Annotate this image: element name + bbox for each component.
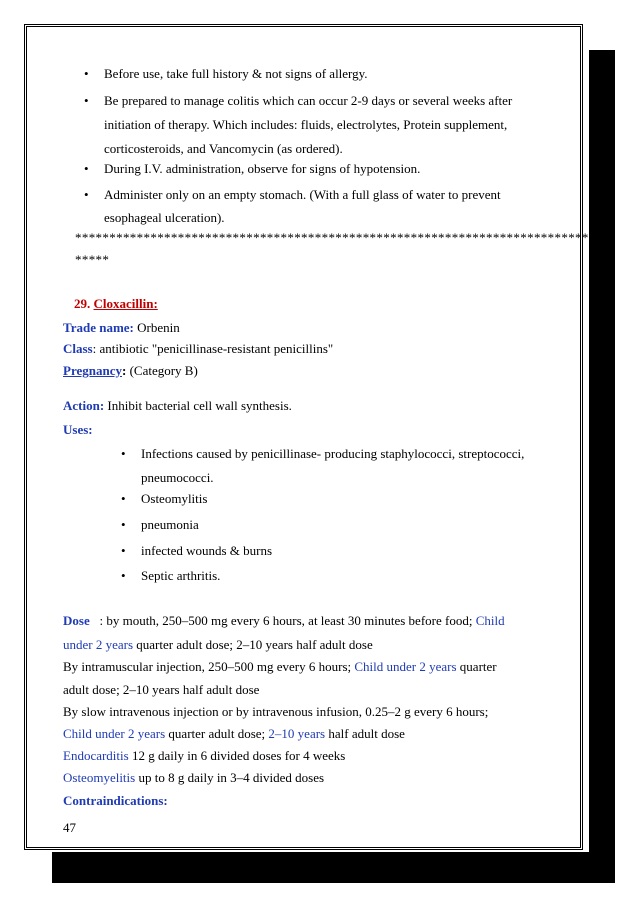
dose-age-group: 2–10 years: [268, 726, 326, 741]
separator-line: ****************************************************************************: [75, 230, 596, 245]
pregnancy-label: Pregnancy: [63, 363, 122, 378]
bullet-icon: •: [121, 491, 126, 506]
use-item: Osteomylitis: [141, 491, 208, 506]
pregnancy-row: [63, 363, 198, 379]
action-label: Action:: [63, 398, 105, 413]
dose-line: [63, 637, 373, 653]
pregnancy-colon: :: [121, 363, 127, 378]
dose-line: [63, 770, 324, 786]
trade-name-value: Orbenin: [133, 320, 180, 335]
action-row: [63, 398, 292, 414]
use-item: Infections caused by penicillinase- producing staphylococci, streptococci,: [141, 446, 525, 461]
use-item: pneumococci.: [141, 470, 214, 485]
page-shadow-bottom: [52, 852, 615, 883]
dose-text: quarter: [456, 659, 497, 674]
trade-name-label: Trade name:: [63, 320, 134, 335]
separator-line: *****: [75, 252, 110, 267]
precaution-line: Be prepared to manage colitis which can occur 2-9 days or several weeks after: [104, 93, 513, 108]
dose-text: : by mouth, 250–500 mg every 6 hours, at least 30 minutes before food;: [89, 613, 476, 628]
page-number: 47: [63, 820, 76, 835]
dose-text: up to 8 g daily in 3–4 divided doses: [135, 770, 325, 785]
dose-age-group: Child: [475, 613, 505, 628]
uses-label: Uses:: [63, 422, 93, 437]
class-row: [63, 341, 333, 357]
dose-indication: Endocarditis: [63, 748, 129, 763]
trade-name-row: [63, 320, 180, 336]
dose-line: [63, 659, 497, 675]
dose-line: [63, 613, 505, 629]
bullet-icon: •: [84, 187, 89, 202]
drug-number: 29.: [74, 296, 94, 311]
dose-indication: Osteomyelitis: [63, 770, 136, 785]
bullet-icon: •: [121, 568, 126, 583]
bullet-icon: •: [84, 93, 89, 108]
use-item: Septic arthritis.: [141, 568, 221, 583]
dose-text: quarter adult dose; 2–10 years half adult dose: [133, 637, 373, 652]
use-item: pneumonia: [141, 517, 199, 532]
bullet-icon: •: [84, 66, 89, 81]
bullet-icon: •: [121, 517, 126, 532]
dose-text: quarter adult dose;: [165, 726, 269, 741]
page-shadow-right: [589, 50, 615, 883]
precaution-line: esophageal ulceration).: [104, 210, 225, 225]
class-value: : antibiotic "penicillinase-resistant penicillins": [92, 341, 334, 356]
dose-age-group: Child under 2 years: [354, 659, 457, 674]
precaution-line: Administer only on an empty stomach. (With a full glass of water to prevent: [104, 187, 501, 202]
dose-label: Dose: [63, 613, 90, 628]
dose-line: adult dose; 2–10 years half adult dose: [63, 682, 260, 697]
use-item: infected wounds & burns: [141, 543, 273, 558]
class-label: Class: [63, 341, 93, 356]
precaution-line: During I.V. administration, observe for signs of hypotension.: [104, 161, 421, 176]
pregnancy-value: (Category B): [126, 363, 198, 378]
dose-age-group: Child under 2 years: [63, 726, 166, 741]
dose-line: [63, 748, 345, 764]
bullet-icon: •: [121, 543, 126, 558]
dose-text: By intramuscular injection, 250–500 mg every 6 hours;: [63, 659, 355, 674]
dose-line: By slow intravenous injection or by intravenous infusion, 0.25–2 g every 6 hours;: [63, 704, 489, 719]
drug-name: Cloxacillin:: [93, 296, 158, 311]
precaution-line: Before use, take full history & not signs of allergy.: [104, 66, 368, 81]
dose-text: half adult dose: [325, 726, 405, 741]
dose-line: [63, 726, 405, 742]
precaution-line: corticosteroids, and Vancomycin (as ordered).: [104, 141, 343, 156]
bullet-icon: •: [121, 446, 126, 461]
bullet-icon: •: [84, 161, 89, 176]
drug-heading: [74, 296, 158, 312]
action-value: Inhibit bacterial cell wall synthesis.: [104, 398, 292, 413]
dose-age-group: under 2 years: [63, 637, 134, 652]
dose-text: 12 g daily in 6 divided doses for 4 weeks: [128, 748, 346, 763]
precaution-line: initiation of therapy. Which includes: fluids, electrolytes, Protein supplement,: [104, 117, 508, 132]
contraindications-label: Contraindications:: [63, 793, 168, 808]
